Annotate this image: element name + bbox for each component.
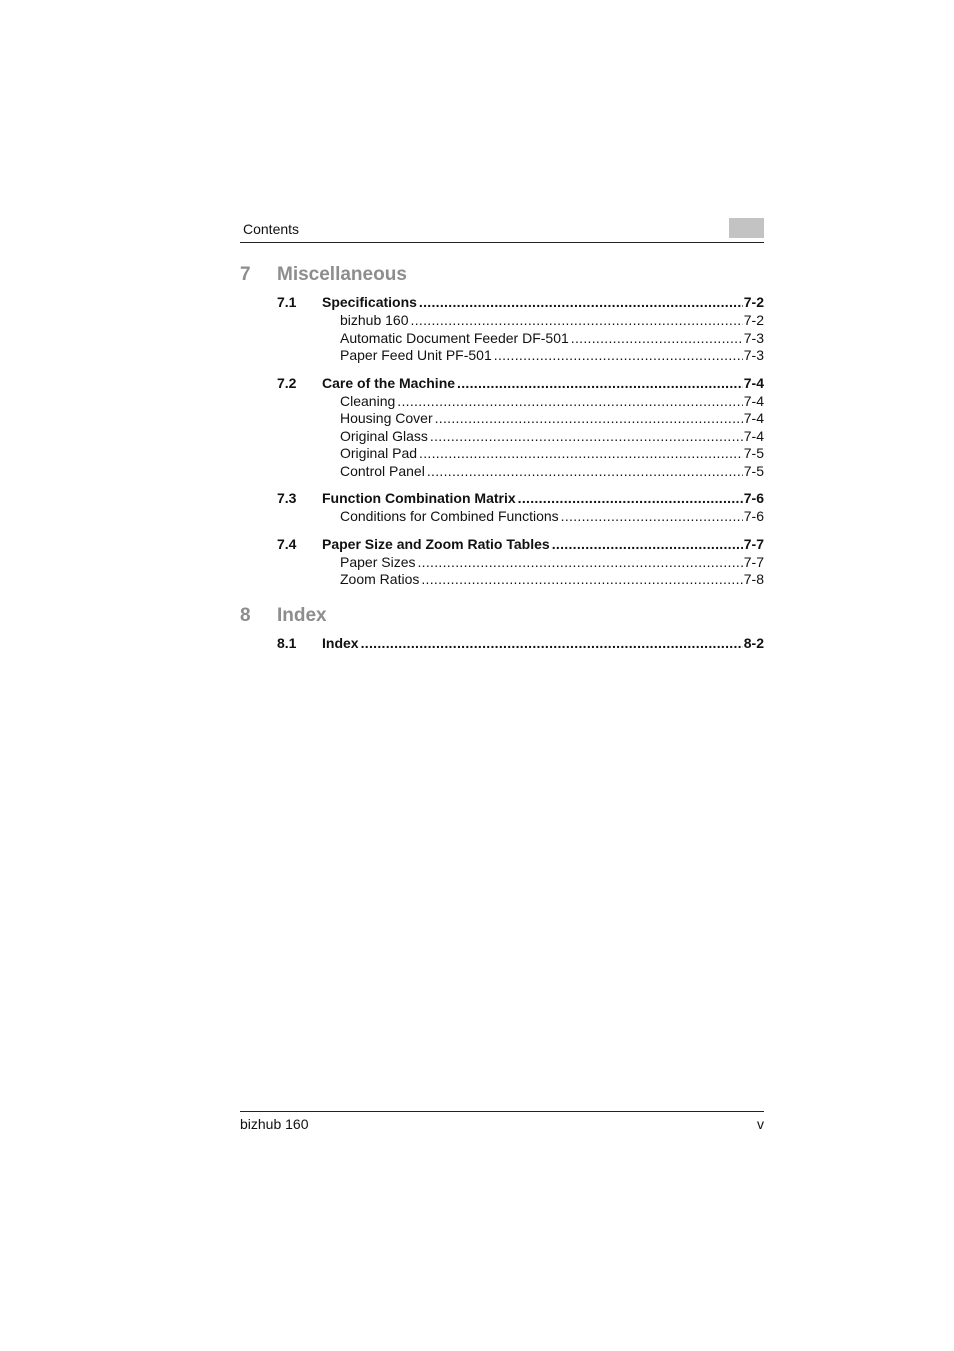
subentry-title: Control Panel [340, 462, 425, 479]
chapter-title: Index [277, 604, 327, 626]
subentry-title: Cleaning [340, 392, 396, 409]
leader-dots [411, 312, 743, 330]
toc-section-entry[interactable] [240, 373, 764, 393]
leader-dots [421, 571, 742, 589]
toc-section-entry[interactable] [240, 534, 764, 554]
chapter-title: Miscellaneous [277, 264, 407, 285]
toc-section [240, 534, 764, 589]
subentry-title: Housing Cover [340, 410, 433, 426]
leader-dots [419, 445, 743, 463]
chapter-heading [240, 262, 764, 292]
leader-dots [518, 488, 743, 508]
toc-subentry[interactable] [240, 463, 764, 481]
section-number: 7.4 [277, 535, 297, 552]
subentry-page: 7-5 [743, 445, 764, 461]
toc-subentry[interactable] [240, 393, 764, 411]
subentry-page: 7-2 [743, 312, 764, 328]
subentry-title: Zoom Ratios [340, 571, 420, 587]
subentry-page: 7-4 [743, 392, 764, 409]
chapter-number: 8 [240, 604, 251, 626]
toc-section [240, 373, 764, 481]
leader-dots [427, 463, 743, 481]
toc-section [240, 292, 764, 365]
section-title: Care of the Machine [322, 374, 456, 391]
section-number: 7.2 [277, 374, 297, 391]
toc-section-entry[interactable] [240, 292, 764, 312]
section-number: 7.3 [277, 490, 297, 506]
subentry-title: Paper Feed Unit PF-501 [340, 347, 492, 363]
toc-subentry[interactable] [240, 445, 764, 463]
subentry-page: 7-3 [743, 347, 764, 363]
leader-dots [430, 428, 743, 446]
subentry-page: 7-4 [743, 427, 764, 444]
subentry-title: bizhub 160 [340, 312, 409, 328]
section-title: Index [322, 634, 359, 651]
leader-dots [435, 410, 743, 428]
header-title: Contents [243, 221, 300, 237]
footer-product-name: bizhub 160 [240, 1116, 309, 1132]
section-title: Function Combination Matrix [322, 490, 516, 506]
toc-subentry[interactable] [240, 330, 764, 348]
toc-section-entry[interactable] [240, 633, 764, 653]
subentry-title: Conditions for Combined Functions [340, 508, 559, 524]
subentry-title: Paper Sizes [340, 553, 416, 570]
leader-dots [561, 508, 743, 526]
page-header [240, 218, 764, 243]
subentry-title: Original Pad [340, 445, 418, 461]
chapter-number: 7 [240, 264, 251, 285]
table-of-contents [240, 262, 764, 653]
subentry-page: 7-6 [743, 508, 764, 524]
toc-subentry[interactable] [240, 347, 764, 365]
leader-dots [361, 633, 743, 653]
leader-dots [417, 554, 742, 572]
subentry-title: Automatic Document Feeder DF-501 [340, 329, 569, 346]
subentry-page: 7-3 [743, 329, 764, 346]
toc-subentry[interactable] [240, 428, 764, 446]
chapter-heading [240, 603, 764, 633]
subentry-page: 7-4 [743, 410, 764, 426]
toc-section [240, 633, 764, 653]
subentry-page: 7-5 [743, 462, 764, 479]
toc-subentry[interactable] [240, 554, 764, 572]
toc-subentry[interactable] [240, 571, 764, 589]
section-page: 7-2 [743, 294, 764, 310]
leader-dots [457, 373, 743, 393]
toc-subentry[interactable] [240, 508, 764, 526]
section-page: 7-6 [743, 490, 764, 506]
toc-section-entry[interactable] [240, 488, 764, 508]
leader-dots [571, 330, 743, 348]
leader-dots [494, 347, 743, 365]
footer-page-number: v [757, 1116, 764, 1132]
toc-subentry[interactable] [240, 410, 764, 428]
section-number: 8.1 [277, 634, 297, 651]
toc-subentry[interactable] [240, 312, 764, 330]
page-footer [240, 1111, 764, 1136]
subentry-page: 7-8 [743, 571, 764, 587]
section-page: 8-2 [743, 634, 764, 651]
subentry-title: Original Glass [340, 427, 428, 444]
subentry-page: 7-7 [743, 553, 764, 570]
section-title: Paper Size and Zoom Ratio Tables [322, 535, 550, 552]
section-page: 7-7 [743, 535, 764, 552]
leader-dots [552, 534, 743, 554]
toc-section [240, 488, 764, 526]
header-tab-marker [729, 218, 764, 238]
leader-dots [419, 292, 743, 312]
section-number: 7.1 [277, 294, 297, 310]
section-page: 7-4 [743, 374, 764, 391]
leader-dots [397, 393, 743, 411]
section-title: Specifications [322, 294, 417, 310]
